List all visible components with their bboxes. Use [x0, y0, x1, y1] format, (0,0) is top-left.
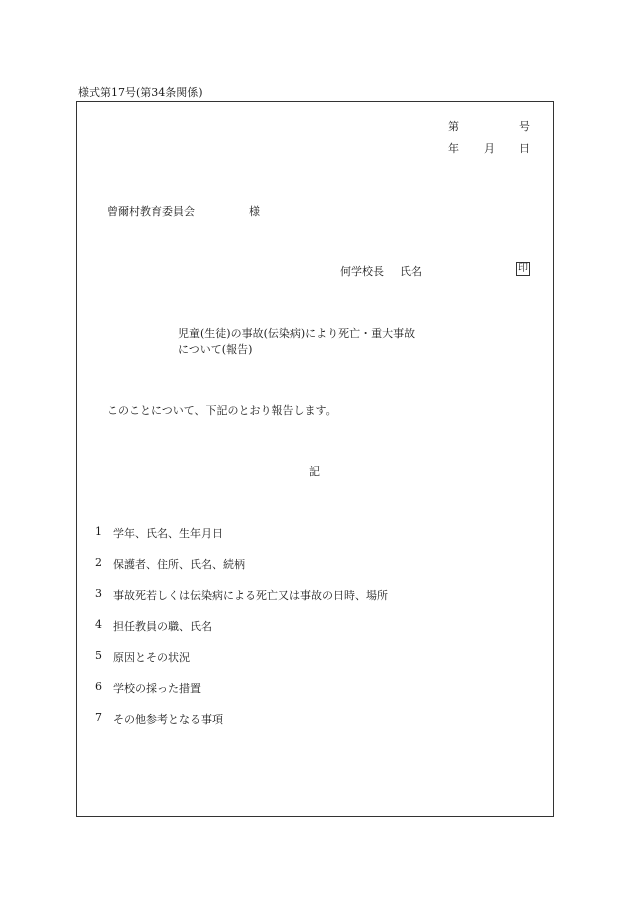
list-item: 原因とその状況	[113, 651, 190, 664]
ki-heading: 記	[309, 465, 320, 478]
number-prefix: 第	[448, 120, 459, 133]
body-text: このことについて、下記のとおり報告します。	[107, 404, 337, 417]
list-item-number: 6	[95, 680, 102, 693]
date-day: 日	[519, 142, 530, 155]
list-item-number: 7	[95, 711, 102, 724]
sender-name-label: 氏名	[400, 265, 422, 278]
list-item: その他参考となる事項	[113, 713, 223, 726]
date-month: 月	[484, 142, 495, 155]
list-item-number: 1	[95, 525, 102, 538]
list-item-number: 5	[95, 649, 102, 662]
addressee-name: 曾爾村教育委員会	[107, 205, 195, 218]
list-item-number: 2	[95, 556, 102, 569]
subject-line-2: について(報告)	[178, 343, 253, 356]
list-item: 保護者、住所、氏名、続柄	[113, 558, 245, 571]
sender-title: 何学校長	[340, 265, 384, 278]
subject-line-1: 児童(生徒)の事故(伝染病)により死亡・重大事故	[178, 327, 416, 340]
list-item: 学年、氏名、生年月日	[113, 527, 223, 540]
date-year: 年	[448, 142, 459, 155]
addressee-honorific: 様	[249, 205, 260, 218]
list-item-number: 4	[95, 618, 102, 631]
list-item: 学校の採った措置	[113, 682, 201, 695]
list-item: 事故死若しくは伝染病による死亡又は事故の日時、場所	[113, 589, 388, 602]
list-item: 担任教員の職、氏名	[113, 620, 212, 633]
seal-mark: 印	[518, 263, 528, 274]
list-item-number: 3	[95, 587, 102, 600]
form-number-label: 様式第17号(第34条関係)	[78, 86, 203, 99]
number-suffix: 号	[519, 120, 530, 133]
